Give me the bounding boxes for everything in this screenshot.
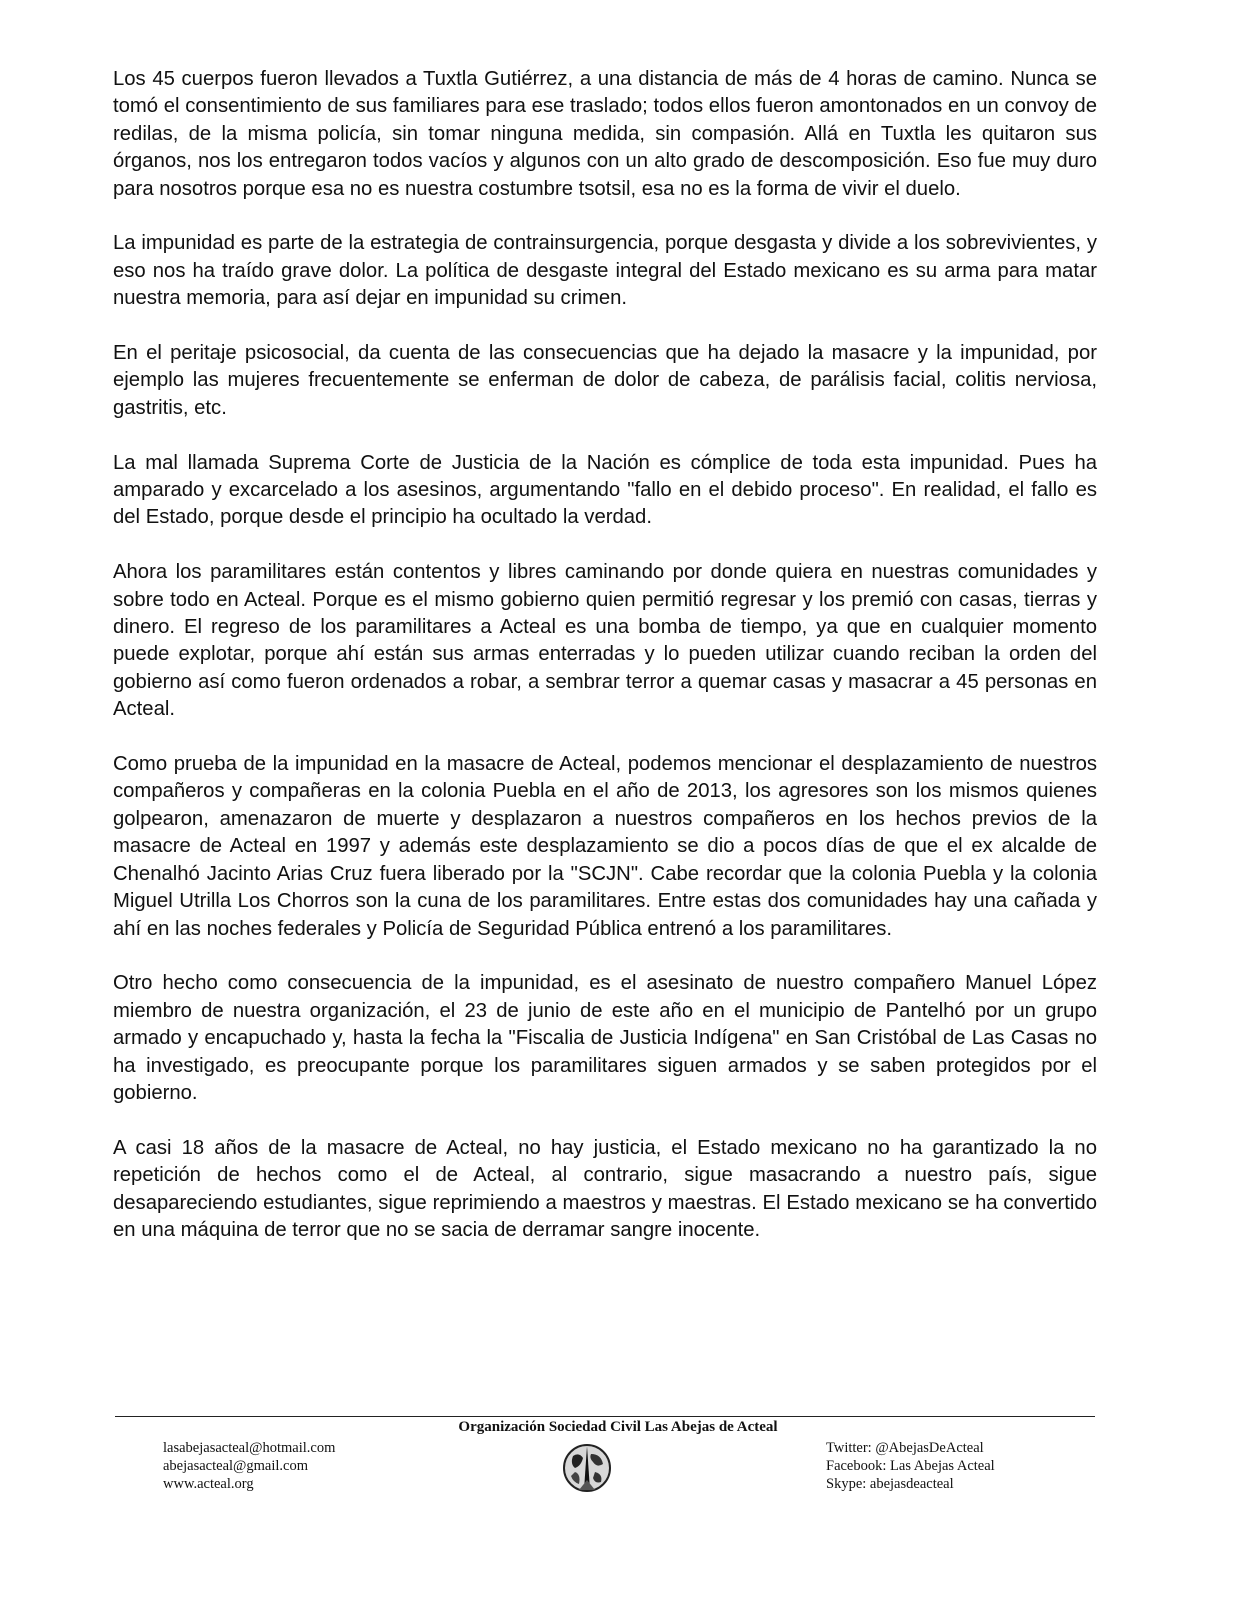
skype-link[interactable]: Skype: abejasdeacteal: [826, 1476, 954, 1492]
footer-divider: [115, 1416, 1095, 1417]
paragraph: La mal llamada Suprema Corte de Justicia de la Nación es cómplice de toda esta impunidad. Pues ha amparado y excarcelado a los asesinos, argumentando "fallo en el debido proceso". En realidad, el fallo es del Estado, porque desde el principio ha ocultado la verdad.: [113, 451, 1097, 529]
website-link[interactable]: www.acteal.org: [163, 1476, 254, 1492]
paragraph: A casi 18 años de la masacre de Acteal, no hay justicia, el Estado mexicano no ha garantizado la no repetición de hechos como el de Acteal, al contrario, sigue masacrando a nuestro país, sigue desapareciendo estudiantes, sigue reprimiendo a maestros y maestras. El Estado mexicano se ha convertido en una máquina de terror que no se sacia de derramar sangre inocente.: [113, 1136, 1097, 1241]
document-body: [113, 66, 1097, 1272]
footer-contact-emails: [163, 1439, 335, 1493]
footer-organization-name: Organización Sociedad Civil Las Abejas de Acteal: [458, 1419, 778, 1435]
paragraph: Los 45 cuerpos fueron llevados a Tuxtla Gutiérrez, a una distancia de más de 4 horas de camino. Nunca se tomó el consentimiento de sus familiares para ese traslado; todos ellos fueron amontonados en un convoy de redilas, de la misma policía, sin tomar ninguna medida, sin compasión. Allá en Tuxtla les quitaron sus órganos, nos los entregaron todos vacíos y algunos con un alto grado de descomposición. Eso fue muy duro para nosotros porque esa no es nuestra costumbre tsotsil, esa no es la forma de vivir el duelo.: [113, 68, 1097, 200]
twitter-link[interactable]: Twitter: @AbejasDeActeal: [826, 1440, 984, 1456]
globe-logo-icon: [561, 1442, 613, 1494]
facebook-link[interactable]: Facebook: Las Abejas Acteal: [826, 1458, 995, 1474]
email-hotmail-link[interactable]: lasabejasacteal@hotmail.com: [163, 1440, 336, 1456]
paragraph: Otro hecho como consecuencia de la impunidad, es el asesinato de nuestro compañero Manuel López miembro de nuestra organización, el 23 de junio de este año en el municipio de Pantelhó por un grupo armado y encapuchado y, hasta la fecha la "Fiscalia de Justicia Indígena" en San Cristóbal de Las Casas no ha investigado, es preocupante porque los paramilitares siguen armados y se saben protegidos por el gobierno.: [113, 972, 1097, 1104]
paragraph: Ahora los paramilitares están contentos y libres caminando por donde quiera en nuestras comunidades y sobre todo en Acteal. Porque es el mismo gobierno quien permitió regresar y los premió con casas, tierras y dinero. El regreso de los paramilitares a Acteal es una bomba de tiempo, ya que en cualquier momento puede explotar, porque ahí están sus armas enterradas y lo pueden utilizar cuando reciban la orden del gobierno así como fueron ordenados a robar, a sembrar terror a quemar casas y masacrar a 45 personas en Acteal.: [113, 561, 1097, 721]
paragraph: En el peritaje psicosocial, da cuenta de las consecuencias que ha dejado la masacre y la impunidad, por ejemplo las mujeres frecuentemente se enferman de dolor de cabeza, de parálisis facial, colitis nerviosa, gastritis, etc.: [113, 342, 1097, 419]
paragraph: La impunidad es parte de la estrategia de contrainsurgencia, porque desgasta y divide a los sobrevivientes, y eso nos ha traído grave dolor. La política de desgaste integral del Estado mexicano es su arma para matar nuestra memoria, para así dejar en impunidad su crimen.: [113, 232, 1097, 310]
footer-social-links: [826, 1439, 995, 1493]
email-gmail-link[interactable]: abejasacteal@gmail.com: [163, 1458, 308, 1474]
paragraph: Como prueba de la impunidad en la masacre de Acteal, podemos mencionar el desplazamiento de nuestros compañeros y compañeras en la colonia Puebla en el año de 2013, los agresores son los mismos quienes golpearon, amenazaron de muerte y desplazaron a nuestros compañeros en los hechos previos de la masacre de Acteal en 1997 y además este desplazamiento se dio a pocos días de que el ex alcalde de Chenalhó Jacinto Arias Cruz fuera liberado por la "SCJN". Cabe recordar que la colonia Puebla y la colonia Miguel Utrilla Los Chorros son la cuna de los paramilitares. Entre estas dos comunidades hay una cañada y ahí en las noches federales y Policía de Seguridad Pública entrenó a los paramilitares.: [113, 753, 1097, 940]
